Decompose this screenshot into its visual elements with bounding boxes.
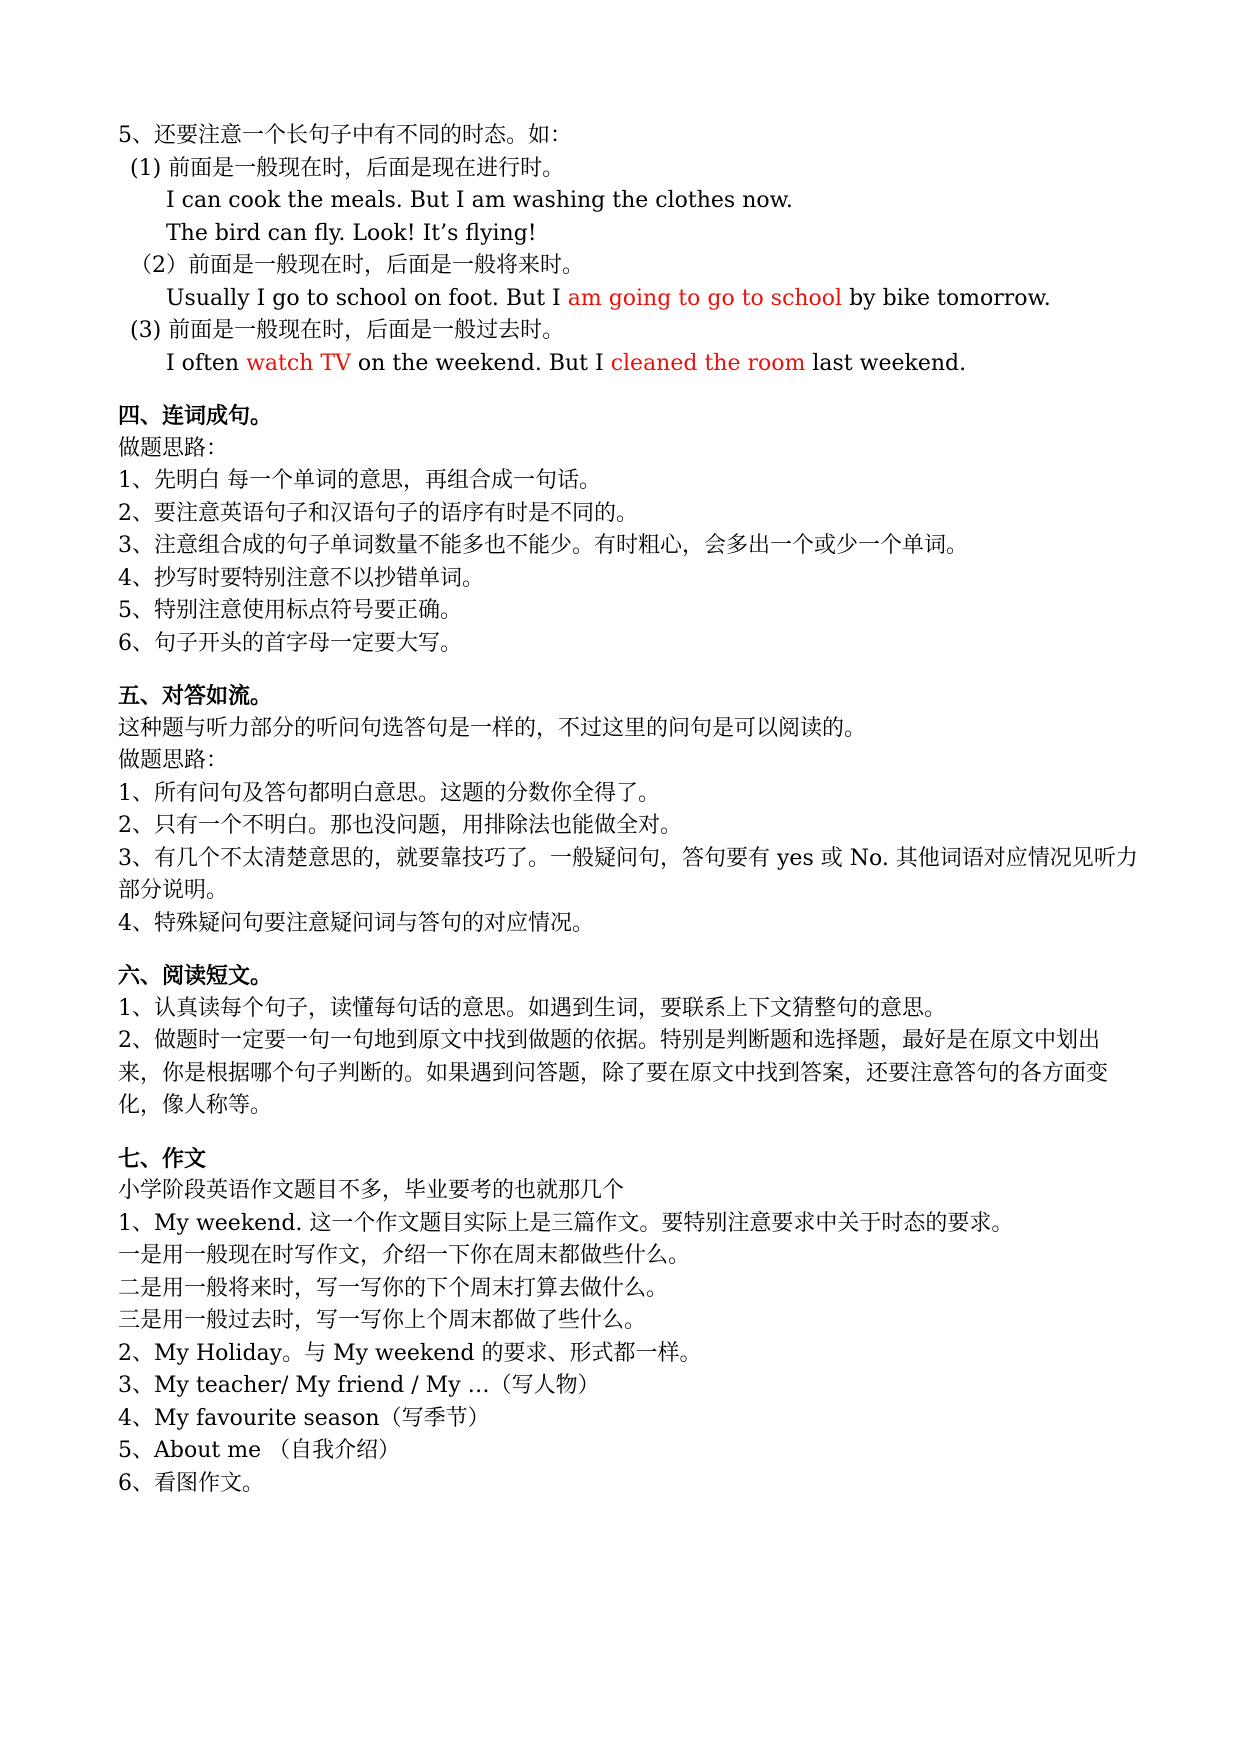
part7-item-3: 3、My teacher/ My friend / My …（写人物）	[118, 1373, 600, 1398]
part7-item-6: 6、看图作文。	[118, 1470, 264, 1496]
example-3-text-3: last weekend.	[805, 350, 967, 376]
example-2-text-after: by bike tomorrow.	[842, 285, 1051, 311]
part6-heading: 六、阅读短文。	[118, 963, 273, 989]
part6-item-2: 2、做题时一定要一句一句地到原文中找到做题的依据。特别是判断题和选择题，最好是在原文中划出来，你是根据哪个句子判断的。如果遇到问答题，除了要在原文中找到答案，还要注意答句的各方面变化，像人称等。	[118, 1028, 1109, 1118]
example-sentence-1a: I can cook the meals. But I am washing the clothes now.	[166, 188, 793, 213]
part5-item-2: 2、只有一个不明白。那也没问题，用排除法也能做全对。	[118, 813, 682, 838]
example-2-text-before: Usually I go to school on foot. But I	[166, 285, 568, 311]
example-3-text-2: on the weekend. But I	[350, 350, 611, 376]
part5-item-1: 1、所有问句及答句都明白意思。这题的分数你全得了。	[118, 780, 660, 806]
part4-item-5: 5、特别注意使用标点符号要正确。	[118, 598, 462, 623]
part7-item-4: 4、My favourite season（写季节）	[118, 1405, 490, 1431]
part4-item-1: 1、先明白 每一个单词的意思，再组合成一句话。	[118, 468, 601, 493]
part7-item-2: 2、My Holiday。与 My weekend 的要求、形式都一样。	[118, 1340, 702, 1366]
example-sentence-2	[118, 283, 1138, 316]
section5-item-1: (1) 前面是一般现在时，后面是现在进行时。	[130, 155, 565, 181]
part5-label: 做题思路：	[118, 748, 229, 773]
part4-item-4: 4、抄写时要特别注意不以抄错单词。	[118, 565, 484, 591]
part4-item-6: 6、句子开头的首字母一定要大写。	[118, 630, 462, 656]
part7-item-5: 5、About me （自我介绍）	[118, 1438, 401, 1463]
part7-intro: 小学阶段英语作文题目不多，毕业要考的也就那几个	[118, 1178, 625, 1203]
part7-item-1a: 一是用一般现在时写作文，介绍一下你在周末都做些什么。	[118, 1243, 691, 1268]
part6-item-1: 1、认真读每个句子，读懂每句话的意思。如遇到生词，要联系上下文猜整句的意思。	[118, 995, 946, 1021]
part4-item-2: 2、要注意英语句子和汉语句子的语序有时是不同的。	[118, 500, 638, 526]
section5-item-3: (3) 前面是一般现在时，后面是一般过去时。	[130, 318, 565, 343]
example-3-text-1: I often	[166, 350, 247, 376]
part5-item-4: 4、特殊疑问句要注意疑问词与答句的对应情况。	[118, 910, 594, 936]
example-sentence-3	[118, 348, 1138, 381]
example-3-highlight-1: watch TV	[246, 350, 351, 376]
document-body	[118, 120, 1138, 1500]
part7-heading: 七、作文	[118, 1145, 207, 1172]
part4-label: 做题思路：	[118, 435, 229, 461]
example-sentence-1b: The bird can fly. Look! It’s flying!	[166, 220, 537, 246]
part7-item-1b: 二是用一般将来时，写一写你的下个周末打算去做什么。	[118, 1275, 669, 1301]
part5-heading: 五、对答如流。	[118, 683, 273, 709]
section5-item-2: （2）前面是一般现在时，后面是一般将来时。	[130, 253, 584, 278]
spacer	[118, 1123, 1138, 1143]
spacer	[118, 940, 1138, 960]
spacer	[118, 380, 1138, 400]
part7-item-1: 1、My weekend. 这一个作文题目实际上是三篇作文。要特别注意要求中关于时态的要求。	[118, 1210, 1014, 1236]
part5-intro: 这种题与听力部分的听问句选答句是一样的，不过这里的问句是可以阅读的。	[118, 715, 867, 741]
part7-item-1c: 三是用一般过去时，写一写你上个周末都做了些什么。	[118, 1308, 647, 1333]
part5-item-3: 3、有几个不太清楚意思的，就要靠技巧了。一般疑问句，答句要有 yes 或 No. 其他词语对应情况见听力部分说明。	[118, 845, 1138, 903]
example-3-highlight-2: cleaned the room	[610, 350, 806, 376]
spacer	[118, 660, 1138, 680]
section5-intro: 5、还要注意一个长句子中有不同的时态。如：	[118, 123, 572, 148]
part4-heading: 四、连词成句。	[118, 403, 273, 429]
example-2-highlight: am going to go to school	[567, 285, 843, 311]
part4-item-3: 3、注意组合成的句子单词数量不能多也不能少。有时粗心，会多出一个或少一个单词。	[118, 533, 968, 558]
